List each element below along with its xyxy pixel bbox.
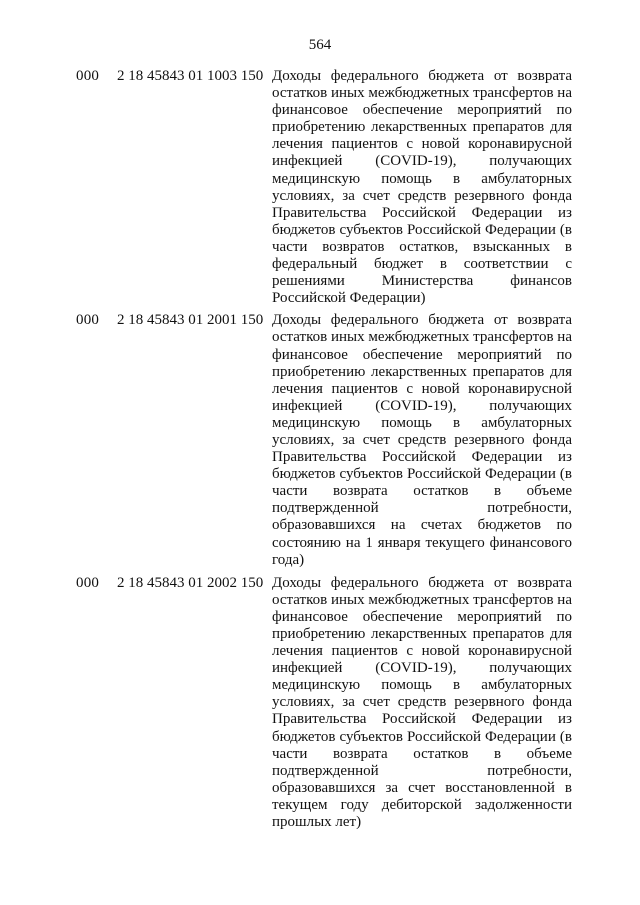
budget-classification-code: 2 18 45843 01 2002 150: [117, 574, 264, 591]
income-description: Доходы федерального бюджета от возврата остатков иных межбюджетных трансфертов на финансовое обеспечение мероприятий по приобретению лекарственных препаратов для лечения пациентов с новой коронавирусной инфекцией (COVID-19), получающих медицинскую помощь в амбулаторных условиях, за счет средств резервного фонда Правительства Российской Федерации из бюджетов субъектов Российской Федерации (в части возвратов остатков, взысканных в федеральный бюджет в соответствии с решениями Министерства финансов Российской Федерации): [272, 68, 572, 307]
income-description: Доходы федерального бюджета от возврата остатков иных межбюджетных трансфертов на финансовое обеспечение мероприятий по приобретению лекарственных препаратов для лечения пациентов с новой коронавирусной инфекцией (COVID-19), получающих медицинскую помощь в амбулаторных условиях, за счет средств резервного фонда Правительства Российской Федерации из бюджетов субъектов Российской Федерации (в части возврата остатков в объеме подтвержденной потребности, образовавшихся на счетах бюджетов по состоянию на 1 января текущего финансового года): [272, 312, 572, 568]
budget-code-list: [0, 68, 640, 831]
budget-classification-code: 2 18 45843 01 2001 150: [117, 312, 264, 329]
administrator-code: 000: [76, 574, 100, 591]
budget-classification-code: 2 18 45843 01 1003 150: [117, 68, 264, 84]
administrator-code: 000: [76, 312, 100, 329]
budget-code-entry: [0, 575, 640, 831]
income-description: Доходы федерального бюджета от возврата остатков иных межбюджетных трансфертов на финансовое обеспечение мероприятий по приобретению лекарственных препаратов для лечения пациентов с новой коронавирусной инфекцией (COVID-19), получающих медицинскую помощь в амбулаторных условиях, за счет средств резервного фонда Правительства Российской Федерации из бюджетов субъектов Российской Федерации (в части возврата остатков в объеме подтвержденной потребности, образовавшихся за счет восстановленной в текущем году дебиторской задолженности прошлых лет): [272, 574, 572, 831]
budget-code-entry: [0, 312, 640, 574]
administrator-code: 000: [76, 68, 100, 84]
page-number: 564: [308, 37, 332, 53]
budget-code-entry: [0, 68, 640, 312]
